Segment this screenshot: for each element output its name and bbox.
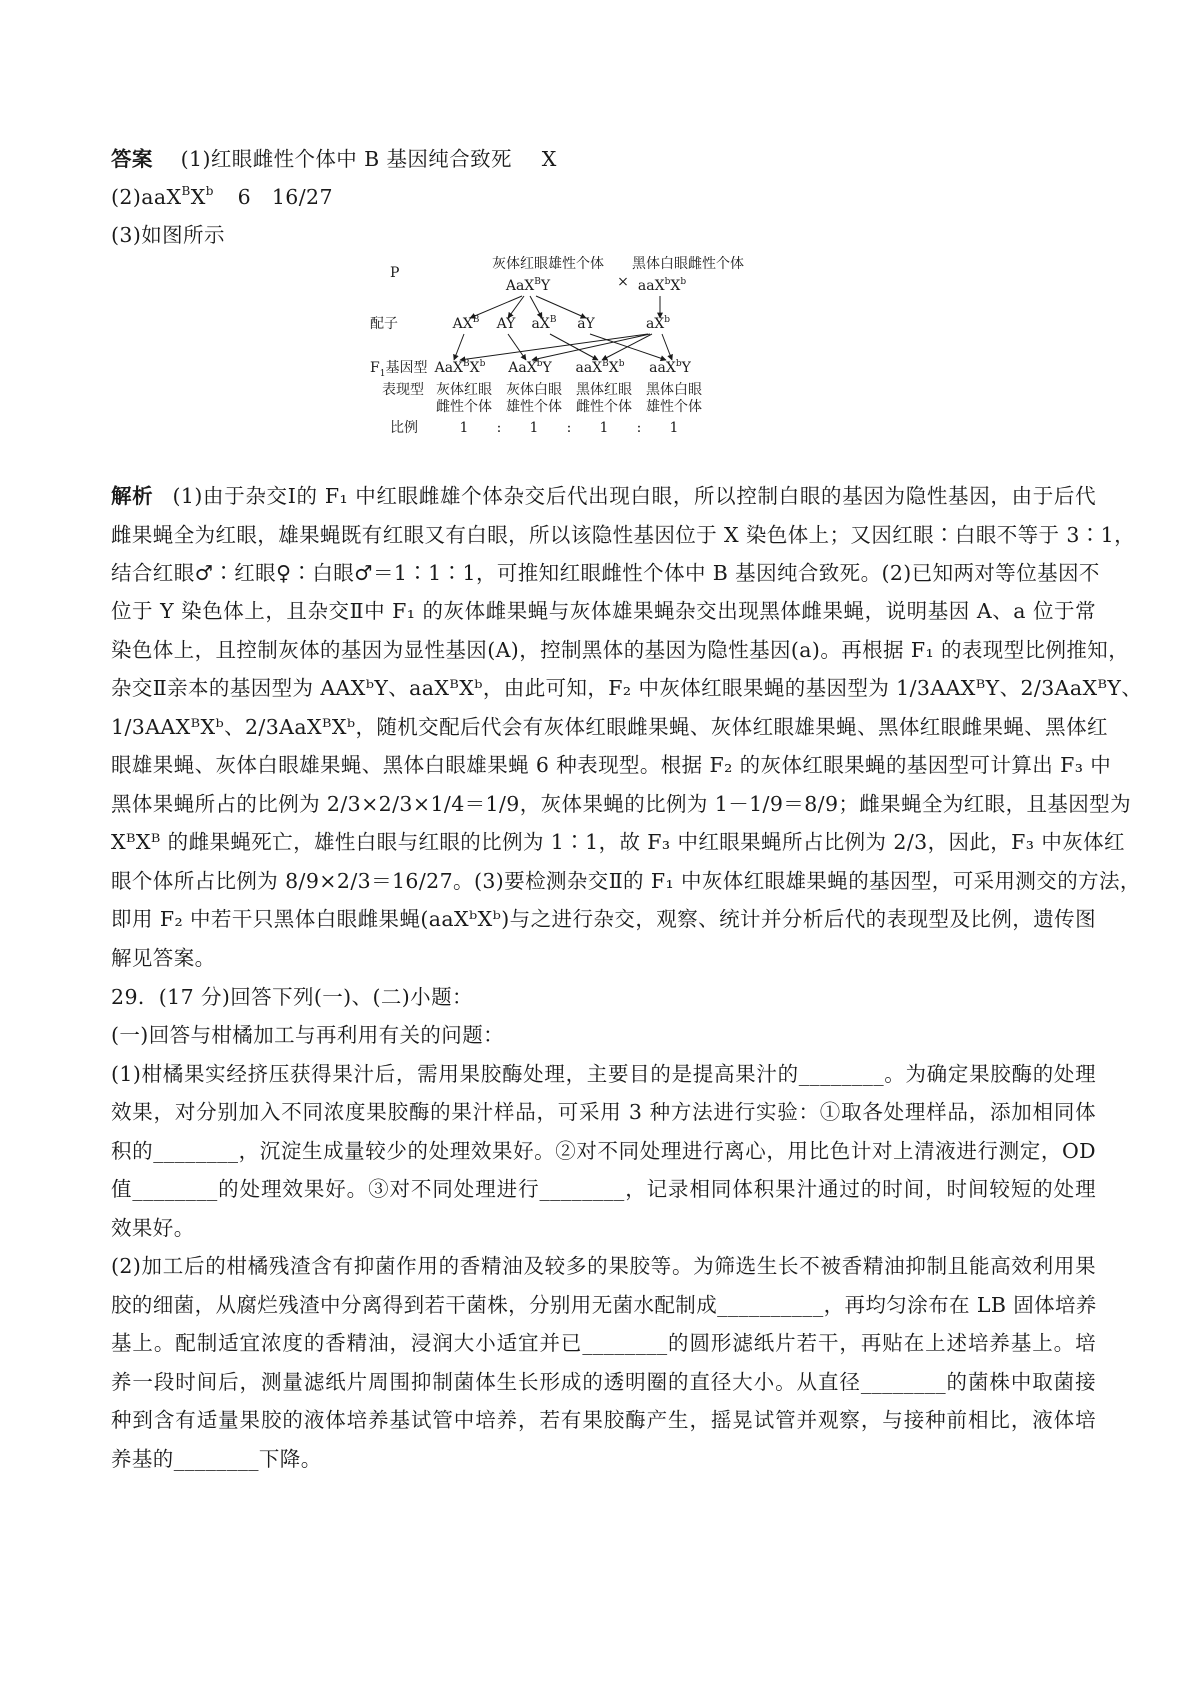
parent2-phenotype: 黑体白眼雌性个体 [632,256,744,272]
ratio-sep-3: : [636,420,642,436]
phenotype-1-line1: 灰体红眼 [436,382,492,398]
q29-line-9: 养一段时间后，测量滤纸片周围抑制菌体生长形成的透明圈的直径大小。从直径________的菌株中取菌接 [111,1370,1096,1394]
analysis-text-1: (1)由于杂交Ⅰ的 F₁ 中红眼雌雄个体杂交后代出现白眼，所以控制白眼的基因为隐性基因，由于后代 [172,484,1096,508]
answer-part2-sup2: b [205,184,214,199]
answer-part3: (3)如图所示 [111,223,225,247]
analysis-line-2: 雌果蝇全为红眼，雄果蝇既有红眼又有白眼，所以该隐性基因位于 X 染色体上；又因红眼∶白眼不等于 3∶1， [111,523,1136,547]
fertilization-arrows [454,334,672,360]
q29-line-5: 效果好。 [111,1216,195,1240]
ratio-sep-2: : [566,420,572,436]
parent1-genotype: AaX$^B$Y [505,277,551,294]
cross-symbol: × [617,274,629,290]
f1-genotype-1: $AaX^BX^b$ [434,359,486,376]
p-label: P [390,265,400,281]
genetic-cross-diagram [370,256,830,470]
q29-line-10: 种到含有适量果胶的液体培养基试管中培养，若有果胶酶产生，摇晃试管并观察，与接种前相比，液体培 [111,1408,1096,1432]
phenotype-3-line2: 雌性个体 [576,399,632,415]
answer-line-1 [111,145,1096,173]
gamete-label: 配子 [370,316,398,332]
gamete-aY: aY [577,316,595,332]
answer-part2-rest: 6 16/27 [237,185,333,209]
f1-genotype-2: AaX$^b$Y [508,359,552,376]
ratio-value-1: 1 [459,420,469,436]
analysis-line-9: 黑体果蝇所占的比例为 2/3×2/3×1/4＝1/9，灰体果蝇的比例为 1－1/9＝8/9；雌果蝇全为红眼，且基因型为 [111,792,1131,816]
q29-line-11: 养基的________下降。 [111,1447,322,1471]
q29-line-6: (2)加工后的柑橘残渣含有抑菌作用的香精油及较多的果胶等。为筛选生长不被香精油抑制且能高效利用果 [111,1254,1096,1278]
q29-line-8: 基上。配制适宜浓度的香精油，浸润大小适宜并已________的圆形滤纸片若干，再贴在上述培养基上。培 [111,1331,1096,1355]
answer-label: 答案 [111,147,153,171]
gamete-aXb: $aX^b$ [645,315,671,332]
parent1-phenotype: 灰体红眼雄性个体 [492,256,604,272]
answer-part1-chrom: X [541,147,557,171]
answer-part2-sup1: B [181,184,191,199]
analysis-line-6: 杂交Ⅱ亲本的基因型为 AAXᵇY、aaXᴮXᵇ，由此可知，F₂ 中灰体红眼果蝇的基因型为 1/3AAXᴮY、2/3AaXᴮY、 [111,676,1143,700]
question-29-header: 29．(17 分)回答下列(一)、(二)小题： [111,985,473,1009]
q29-line-2: 效果，对分别加入不同浓度果胶酶的果汁样品，可采用 3 种方法进行实验：①取各处理样品，添加相同体 [111,1100,1096,1124]
phenotype-4-line2: 雄性个体 [646,399,702,415]
answer-part2-geno-a: (2)aaX [111,185,182,209]
analysis-line-3: 结合红眼♂∶红眼♀∶白眼♂＝1∶1∶1，可推知红眼雌性个体中 B 基因纯合致死。(2)已知两对等位基因不 [111,561,1100,585]
q29-line-7: 胶的细菌，从腐烂残渣中分离得到若干菌株，分别用无菌水配制成__________，再均匀涂布在 LB 固体培养 [111,1293,1097,1317]
phenotype-label: 表现型 [382,382,424,398]
analysis-line-8: 眼雄果蝇、灰体白眼雄果蝇、黑体白眼雄果蝇 6 种表现型。根据 F₂ 的灰体红眼果蝇的基因型可计算出 F₃ 中 [111,753,1112,777]
analysis-label: 解析 [111,484,154,508]
f1-genotype-3: $aaX^BX^b$ [575,359,625,376]
ratio-value-3: 1 [599,420,609,436]
answer-line-2 [111,183,1096,211]
analysis-line-11: 眼个体所占比例为 8/9×2/3＝16/27。(3)要检测杂交Ⅱ的 F₁ 中灰体红眼雄果蝇的基因型，可采用测交的方法， [111,869,1141,893]
answer-part2-geno-b: X [190,185,206,209]
analysis-line-1 [111,482,1096,510]
parent2-genotype: $aaX^bX^b$ [637,277,687,294]
f1-genotype-label: $F_1$基因型 [370,360,428,379]
ratio-sep-1: : [496,420,502,436]
gamete-aXB: $aX^B$ [531,315,557,332]
analysis-line-12: 即用 F₂ 中若干只黑体白眼雌果蝇(aaXᵇXᵇ)与之进行杂交，观察、统计并分析后代的表现型及比例，遗传图 [111,907,1096,931]
answer-line-3 [111,221,1096,249]
answer-part1: (1)红眼雌性个体中 B 基因纯合致死 [180,147,512,171]
phenotype-3-line1: 黑体红眼 [576,382,632,398]
phenotype-4-line1: 黑体白眼 [646,382,702,398]
analysis-line-5: 染色体上，且控制灰体的基因为显性基因(A)，控制黑体的基因为隐性基因(a)。再根据 F₁ 的表现型比例推知， [111,638,1130,662]
f1-genotype-4: aaX$^b$Y [649,359,691,376]
question-29-sub1: (一)回答与柑橘加工与再利用有关的问题： [111,1023,504,1047]
analysis-line-7: 1/3AAXᴮXᵇ、2/3AaXᴮXᵇ，随机交配后代会有灰体红眼雌果蝇、灰体红眼雄果蝇、黑体红眼雌果蝇、黑体红 [111,715,1108,739]
analysis-line-10: XᴮXᴮ 的雌果蝇死亡，雄性白眼与红眼的比例为 1∶1，故 F₃ 中红眼果蝇所占比例为 2/3，因此，F₃ 中灰体红 [111,830,1125,854]
q29-line-4: 值________的处理效果好。③对不同处理进行________，记录相同体积果汁通过的时间，时间较短的处理 [111,1177,1096,1201]
ratio-label: 比例 [390,420,418,436]
q29-line-1: (1)柑橘果实经挤压获得果汁后，需用果胶酶处理，主要目的是提高果汁的________。为确定果胶酶的处理 [111,1062,1096,1086]
ratio-value-4: 1 [669,420,679,436]
phenotype-2-line1: 灰体白眼 [506,382,562,398]
gamete-AY: AY [496,316,516,332]
ratio-value-2: 1 [529,420,539,436]
analysis-line-13: 解见答案。 [111,946,216,970]
analysis-line-4: 位于 Y 染色体上，且杂交Ⅱ中 F₁ 的灰体雌果蝇与灰体雄果蝇杂交出现黑体雌果蝇，说明基因 A、a 位于常 [111,599,1096,623]
gamete-AXB: $AX^B$ [452,315,480,332]
q29-line-3: 积的________，沉淀生成量较少的处理效果好。②对不同处理进行离心，用比色计对上清液进行测定，OD [111,1139,1096,1163]
phenotype-2-line2: 雄性个体 [506,399,562,415]
phenotype-1-line2: 雌性个体 [436,399,492,415]
parent1-gamete-arrows [470,296,660,318]
